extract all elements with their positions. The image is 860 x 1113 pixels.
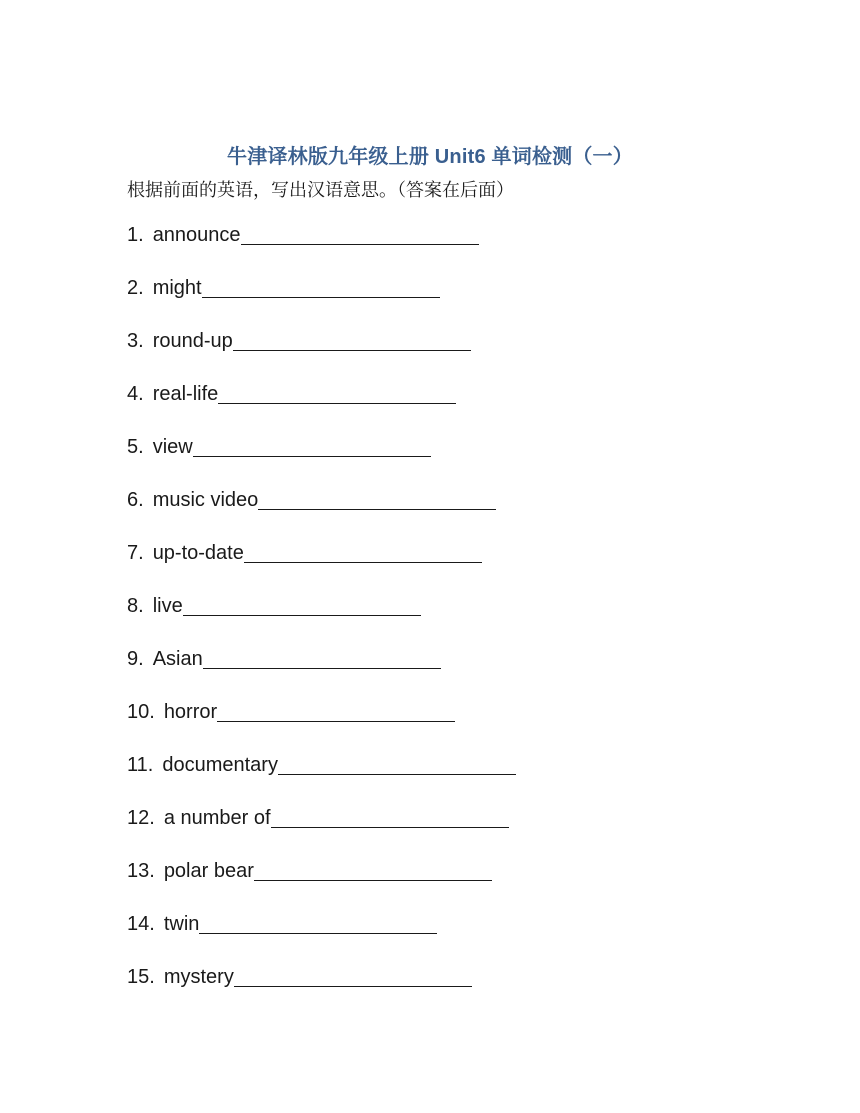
item-number: 1. (127, 224, 144, 246)
list-item (127, 804, 516, 857)
item-number: 3. (127, 330, 144, 352)
vocabulary-list (127, 221, 516, 1016)
answer-blank (217, 698, 455, 722)
item-number: 10. (127, 701, 155, 723)
item-number: 7. (127, 542, 144, 564)
item-word: documentary (162, 754, 278, 776)
item-word: twin (163, 913, 200, 935)
answer-blank (278, 751, 516, 775)
list-item (127, 963, 516, 1016)
item-number: 13. (127, 860, 155, 882)
item-number: 5. (127, 436, 144, 458)
list-item (127, 751, 516, 804)
item-number: 8. (127, 595, 144, 617)
answer-blank (244, 539, 482, 563)
list-item (127, 539, 516, 592)
item-word: real-life (152, 383, 219, 405)
list-item (127, 857, 516, 910)
answer-blank (199, 910, 437, 934)
item-number: 14. (127, 913, 155, 935)
item-word: polar bear (163, 860, 254, 882)
item-word: round-up (152, 330, 233, 352)
item-word: horror (163, 701, 218, 723)
item-number: 6. (127, 489, 144, 511)
item-word: might (152, 277, 202, 299)
item-word: Asian (152, 648, 203, 670)
list-item (127, 274, 516, 327)
item-number: 9. (127, 648, 144, 670)
item-word: mystery (163, 966, 234, 988)
list-item (127, 221, 516, 274)
answer-blank (254, 857, 492, 881)
instruction-text: 根据前面的英语，写出汉语意思。（答案在后面） (127, 180, 514, 201)
answer-blank (271, 804, 509, 828)
list-item (127, 645, 516, 698)
list-item (127, 486, 516, 539)
item-number: 4. (127, 383, 144, 405)
answer-blank (218, 380, 456, 404)
list-item (127, 327, 516, 380)
list-item (127, 380, 516, 433)
answer-blank (193, 433, 431, 457)
answer-blank (258, 486, 496, 510)
answer-blank (234, 963, 472, 987)
list-item (127, 698, 516, 751)
answer-blank (233, 327, 471, 351)
item-word: up-to-date (152, 542, 244, 564)
item-number: 12. (127, 807, 155, 829)
list-item (127, 592, 516, 645)
list-item (127, 433, 516, 486)
item-number: 11. (127, 754, 154, 776)
item-word: music video (152, 489, 259, 511)
list-item (127, 910, 516, 963)
page-title: 牛津译林版九年级上册 Unit6 单词检测（一） (227, 146, 633, 168)
item-word: a number of (163, 807, 271, 829)
answer-blank (183, 592, 421, 616)
item-number: 15. (127, 966, 155, 988)
answer-blank (241, 221, 479, 245)
answer-blank (203, 645, 441, 669)
item-word: live (152, 595, 183, 617)
answer-blank (202, 274, 440, 298)
item-word: view (152, 436, 193, 458)
item-word: announce (152, 224, 241, 246)
item-number: 2. (127, 277, 144, 299)
